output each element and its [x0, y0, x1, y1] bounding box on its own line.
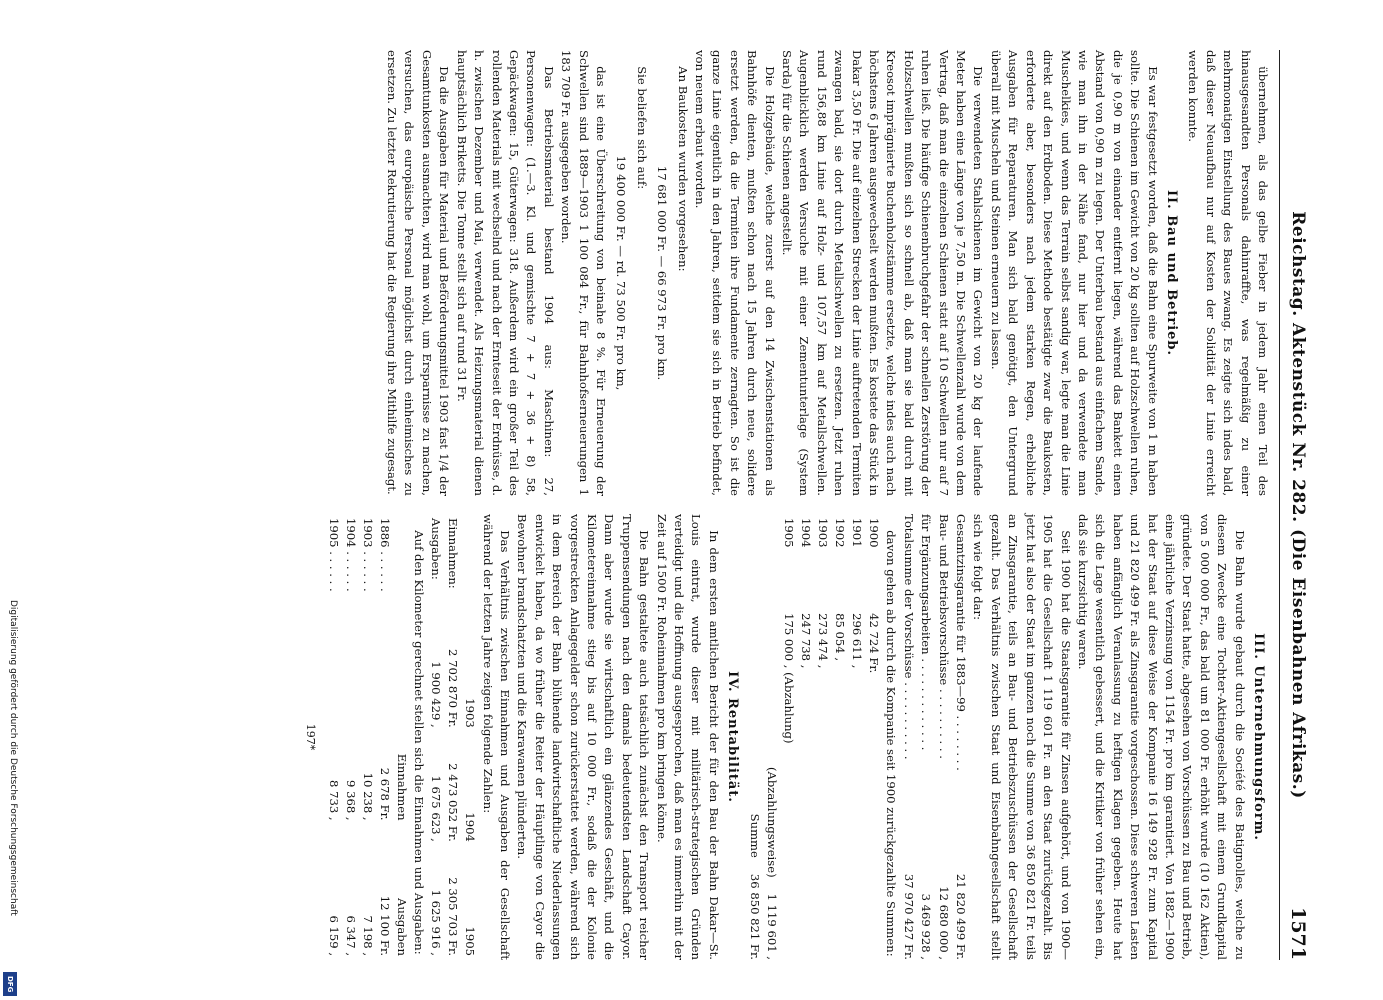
table-cell: 1905 . . . . . .: [326, 518, 341, 592]
table-cell: 1901: [850, 518, 865, 548]
total-value: 1 119 601 ,: [765, 893, 780, 960]
total-label: (Abzahlungsweise): [765, 766, 780, 878]
per-km-table: [325, 514, 410, 960]
table-row: [342, 514, 359, 960]
document-page: [55, 40, 1310, 970]
paragraph: Das Verhältnis zwischen Einnahmen und Ausgaben der Gesellschaft während der letzten Jahre zeigen folgende Zahlen:: [480, 514, 512, 960]
table-cell: 1903: [816, 518, 831, 548]
row-label: Totalsumme der Vorschüsse . . . . . . . . . . .: [901, 514, 916, 760]
table-row: [848, 514, 865, 960]
table-cell: 175 000 , (Abzahlung): [782, 613, 797, 744]
column-header: Einnahmen: [394, 753, 409, 821]
paragraph: Seit 1900 hat die Staatsgarantie für Zinsen aufgehört, und von 1900—1905 hat die Gesellschaft 1 119 601 Fr. an den Staat zurückgezahlt. Bis jetzt hat also der Staat im ganzen noch die Summe von 36 850 821 Fr. teils an Zinsgarantie, teils an Bau- und Betriebszuschüssen der Gesellschaft gezahlt. Das Verhältnis zwischen Staat und Eisenbahngesellschaft stellt sich wie folgt dar:: [971, 514, 1073, 960]
table-row: [814, 514, 831, 960]
table-cell: 8 733 ,: [326, 780, 341, 821]
paragraph: das ist eine Überschreitung von beinahe 8 %. Für Erneuerung der Schwellen sind 1889—1903 1 100 084 Fr., für Bahnhofserneuerungen 1 183 709 Fr. ausgegeben worden.: [559, 50, 608, 496]
table-cell: 1903 . . . . . .: [360, 518, 375, 592]
table-cell: 1904 . . . . . .: [343, 518, 358, 592]
paragraph: Da die Ausgaben für Material und Beförderungsmittel 1903 fast 1/4 der Gesamtunkosten ausmachten, wird man wohl, um Ersparnisse zu machen, versuchen, das europäische Personal möglichst durch einheimisches zu ersetzen. Zu letzter Rekrutierung hat die Regierung ihre Mithilfe zugesagt.: [385, 50, 452, 496]
table-cell: Einnahmen:: [446, 518, 461, 589]
repayment-table: [780, 514, 882, 960]
table-cell: 9 368 ,: [343, 780, 358, 821]
table-cell: 1900: [867, 518, 882, 548]
column-header: 1905: [463, 926, 478, 956]
row-value: 3 469 928 ,: [919, 893, 934, 960]
dfg-logo-icon: DFG: [3, 972, 17, 996]
table-cell: 1 900 429 ,: [429, 661, 444, 728]
paragraph: Sie beliefen sich auf:: [634, 66, 649, 190]
row-label: Gesamtzinsgarantie für 1883—99 . . . . . . . .: [954, 514, 969, 771]
row-value: 21 820 499 Fr.: [954, 873, 969, 960]
paragraph: Es war festgesetzt worden, daß die Bahn eine Spurweite von 1 m haben sollte. Die Schienen im Gewicht von 20 kg sollten auf Holzschwellen ruhen, die je 0,90 m von einander entfernt liegen, während das Bankett einen Abstand von 0,90 m zu legen. Der Unterbau bestand aus einfachem Sande, wie man ihn in der Nähe fand, nur hier und da verwendete man Muschelkies, und wenn das Terrain selbst sandig war, legte man die Linie direkt auf den Erdboden. Diese Methode bestätigte zwar die Baukosten, erforderte aber, besonders nach jedem starken Regen, erhebliche Ausgaben für Reparaturen. Man sich bald genötigt, den Untergrund überall mit Muscheln und Steinen erneuern zu lassen.: [988, 50, 1160, 496]
cost-figure: 19 400 000 Fr. — rd. 73 500 Fr. pro km,: [614, 155, 629, 391]
column-header: [461, 514, 478, 618]
left-column: [301, 50, 1271, 496]
table-header-row: [393, 514, 410, 960]
sum-label: Summe: [747, 813, 762, 858]
table-cell: 1886 . . . . . .: [377, 518, 392, 592]
section-heading: III. Unternehmungsform.: [1251, 633, 1266, 841]
column-header: [393, 514, 410, 676]
table-row: [376, 514, 393, 960]
row-label: Bau- und Betriebsvorschüsse . . . . . . . . . .: [936, 514, 951, 759]
column-header: 1904: [463, 812, 478, 842]
table-cell: 2 305 703 Fr.: [446, 877, 461, 956]
table-cell: 85 054 ,: [833, 613, 848, 662]
paragraph: Die Holzgebäude, welche zuerst auf den 14 Zwischenstationen als Bahnhöfe dienten, mußten schon nach 15 Jahren durch neue, solidere ersetzt werden, da die Termiten ihre Fundamente zernagten. So ist die ganze Linie eigentlich in den Jahren, seitdem sie sich in Betrieb befindet, von neuem erbaut worden.: [693, 50, 777, 496]
column-header: 1903: [463, 698, 478, 728]
row-value: 12 680 000 ,: [936, 886, 951, 960]
digitization-note: Digitalisierung gefördert durch die Deutsche Forschungsgemeinschaft: [8, 600, 18, 916]
paragraph: davon gehen ab durch die Kompanie seit 1900 zurückgezahlte Summen:: [884, 530, 899, 957]
paragraph: Die verwendeten Stahlschienen im Gewicht von 20 kg der laufende Meter haben eine Länge von je 7,50 m. Die Schwellenzahl wurde von dem Vertrag, daß man die einzelnen Schienen statt auf 10 Schwellen nur auf 7 ruhen ließ. Die häufige Schienenbruchgefahr der schnellen Zerstörung der Holzschwellen mußten sich so schnell ab, daß man sie bald durch mit Kreosot imprägnierte Buchenholzstämme ersetzte, welche indes auch nach höchstens 6 Jahren ausgewechselt werden mußten. Es kostete das Stück in Dakar 3,50 Fr. Die auf einzelnen Strecken der Linie auftretenden Termiten zwangen bald, sie dort durch Metallschwellen zu ersetzen. Jetzt ruhen rund 156,88 km Linie auf Holz- und 107,57 km auf Metallschwellen. Augenblicklich werden Versuche mit einer Zementunterlage (System Sarda) für die Schienen angestellt.: [780, 50, 986, 496]
column-header: Ausgaben: [394, 898, 409, 956]
table-row: [325, 514, 342, 960]
table-cell: 296 611 ,: [850, 613, 865, 669]
digitization-footer: [4, 600, 16, 1000]
table-row: [427, 514, 444, 960]
table-cell: 7 198 ,: [360, 915, 375, 956]
table-cell: 10 238 ,: [360, 772, 375, 821]
list-item: [899, 514, 916, 960]
section-heading: IV. Rentabilität.: [725, 671, 741, 803]
table-row: [797, 514, 814, 960]
table-row: [359, 514, 376, 960]
section-heading: II. Bau und Betrieb.: [1163, 189, 1179, 357]
table-cell: 1 625 916 ,: [429, 889, 444, 956]
paragraph: An Baukosten wurden vorgesehen:: [675, 66, 690, 272]
cost-figure: 17 681 000 Fr. — 66 973 Fr. pro km.: [655, 165, 670, 381]
table-cell: 2 678 Fr.: [377, 767, 392, 821]
table-row: [780, 514, 797, 960]
table-cell: 247 738 ,: [799, 613, 814, 669]
table-cell: Ausgaben:: [429, 518, 444, 580]
signature-mark: 197*: [303, 723, 317, 751]
list-item: [917, 514, 934, 960]
table-cell: 1902: [833, 518, 848, 548]
table-cell: 2 702 870 Fr.: [446, 649, 461, 728]
row-label: für Ergänzungsarbeiten . . . . . . . . . . . . .: [919, 514, 934, 751]
guarantee-list: [899, 514, 969, 960]
page-title: Reichstag. Aktenstück Nr. 282. (Die Eisenbahnen Afrikas.): [1288, 211, 1308, 799]
paragraph: übernehmen, als das gelbe Fieber in jedem Jahr einen Teil des hinausgesandten Personals dahinraffte, was regelmäßig zu einer mehrmonatigen Einstellung des Baues zwang. Es zeigte sich indes bald, daß dieser Neuaufbau nur auf Kosten der Solidität der Linie erreicht werden konnte.: [1186, 50, 1270, 496]
paragraph: In dem ersten amtlichen Bericht der für den Bau der Bahn Dakar—St. Louis eintrat, wurde dieser mit militärisch-strategischen Gründen verteidigt und die Hoffnung ausgesprochen, daß man es immerhin mit der Zeit auf 1500 Fr. Roheinnahmen pro km bringen könne.: [654, 514, 721, 960]
table-cell: 273 474 ,: [816, 613, 831, 669]
table-cell: 1904: [799, 518, 814, 548]
table-cell: 42 724 Fr.: [867, 613, 882, 674]
list-item: [934, 514, 951, 960]
paragraph: Auf den Kilometer gerechnet stellen sich die Einnahmen und Ausgaben:: [412, 530, 427, 955]
list-item: [952, 514, 969, 960]
table-cell: 6 159 ,: [326, 915, 341, 956]
income-expense-table: [427, 514, 478, 960]
table-cell: 1 675 623 ,: [429, 775, 444, 842]
paragraph: Die Bahn gestaltete auch tatsächlich zunächst den Transport reicher Truppensendungen nach den damals bedeutendsten Landschaft Cayor. Dann aber wurde sie wirtschaftlich ein glänzendes Geschäft, und die Kilometereinnahme stieg bis auf 10 000 Fr., sodaß die der Kolonie vorgestreckten Anlagegelder schon zurückerstattet werden, während sich in dem Bereich der Bahn blühende landwirtschaftliche Niederlassungen entwickelt haben, da wo früher die Reiter der Häuptlinge von Cayor die Bewohner brandschatzten und die Karawanen plünderten.: [515, 514, 652, 960]
page-header: [1279, 50, 1310, 960]
table-row: [865, 514, 882, 960]
table-cell: 6 347 ,: [343, 915, 358, 956]
page-number: 1571: [1287, 907, 1309, 960]
paragraph: Die Bahn wurde gebaut durch die Société des Batignolles, welche zu diesem Zwecke eine Tochter-Aktiengesellschaft mit einem Grundkapital von 5 000 000 Fr., das bald um 81 000 Fr. erhöht wurde (10 162 Aktien), gründete. Der Staat hatte, abgesehen von Vorschüssen zu Bau und Betrieb, eine jährliche Verzinsung von 1154 Fr. pro km garantiert. Von 1882—1900 hat der Staat auf diese Weise der Kompanie 16 149 928 Fr. zum Kapital und 21 820 499 Fr. als Zinsgarantie vorgeschossen. Diese schweren Lasten haben anfänglich Veranlassung zu heftigen Klagen gegeben. Heute hat sich die Lage wesentlich gebessert, und die Kritiker von früher sehen ein, daß sie kurzsichtig waren.: [1075, 514, 1247, 960]
paragraph: Das Betriebsmaterial bestand 1904 aus: Maschinen: 27, Personenwagen: (1.—3. Kl. und gemischte 7 + 7 + 36 + 8) 58, Gepäckwagen: 15, Güterwagen: 318. Außerdem wird ein großer Teil des rollenden Materials mit wechselnd und nach der Ernteseit der Erdnüsse, d. h. zwischen Dezember und Mai, verwendet. Als Heizungsmaterial dienen hauptsächlich Briketts. Die Tonne stellt sich auf rund 31 Fr.: [454, 50, 556, 496]
repayment-total: [763, 514, 780, 960]
right-column: [301, 514, 1271, 960]
table-cell: 1905: [782, 518, 797, 548]
sum-value: 36 850 821 Fr.: [747, 873, 762, 960]
grand-sum: [745, 514, 762, 960]
table-row: [444, 514, 461, 960]
row-value: 37 970 427 Fr.: [901, 873, 916, 960]
table-header-row: [461, 514, 478, 960]
table-row: [831, 514, 848, 960]
table-cell: 12 100 Fr.: [377, 895, 392, 956]
table-cell: 2 473 052 Fr.: [446, 763, 461, 842]
